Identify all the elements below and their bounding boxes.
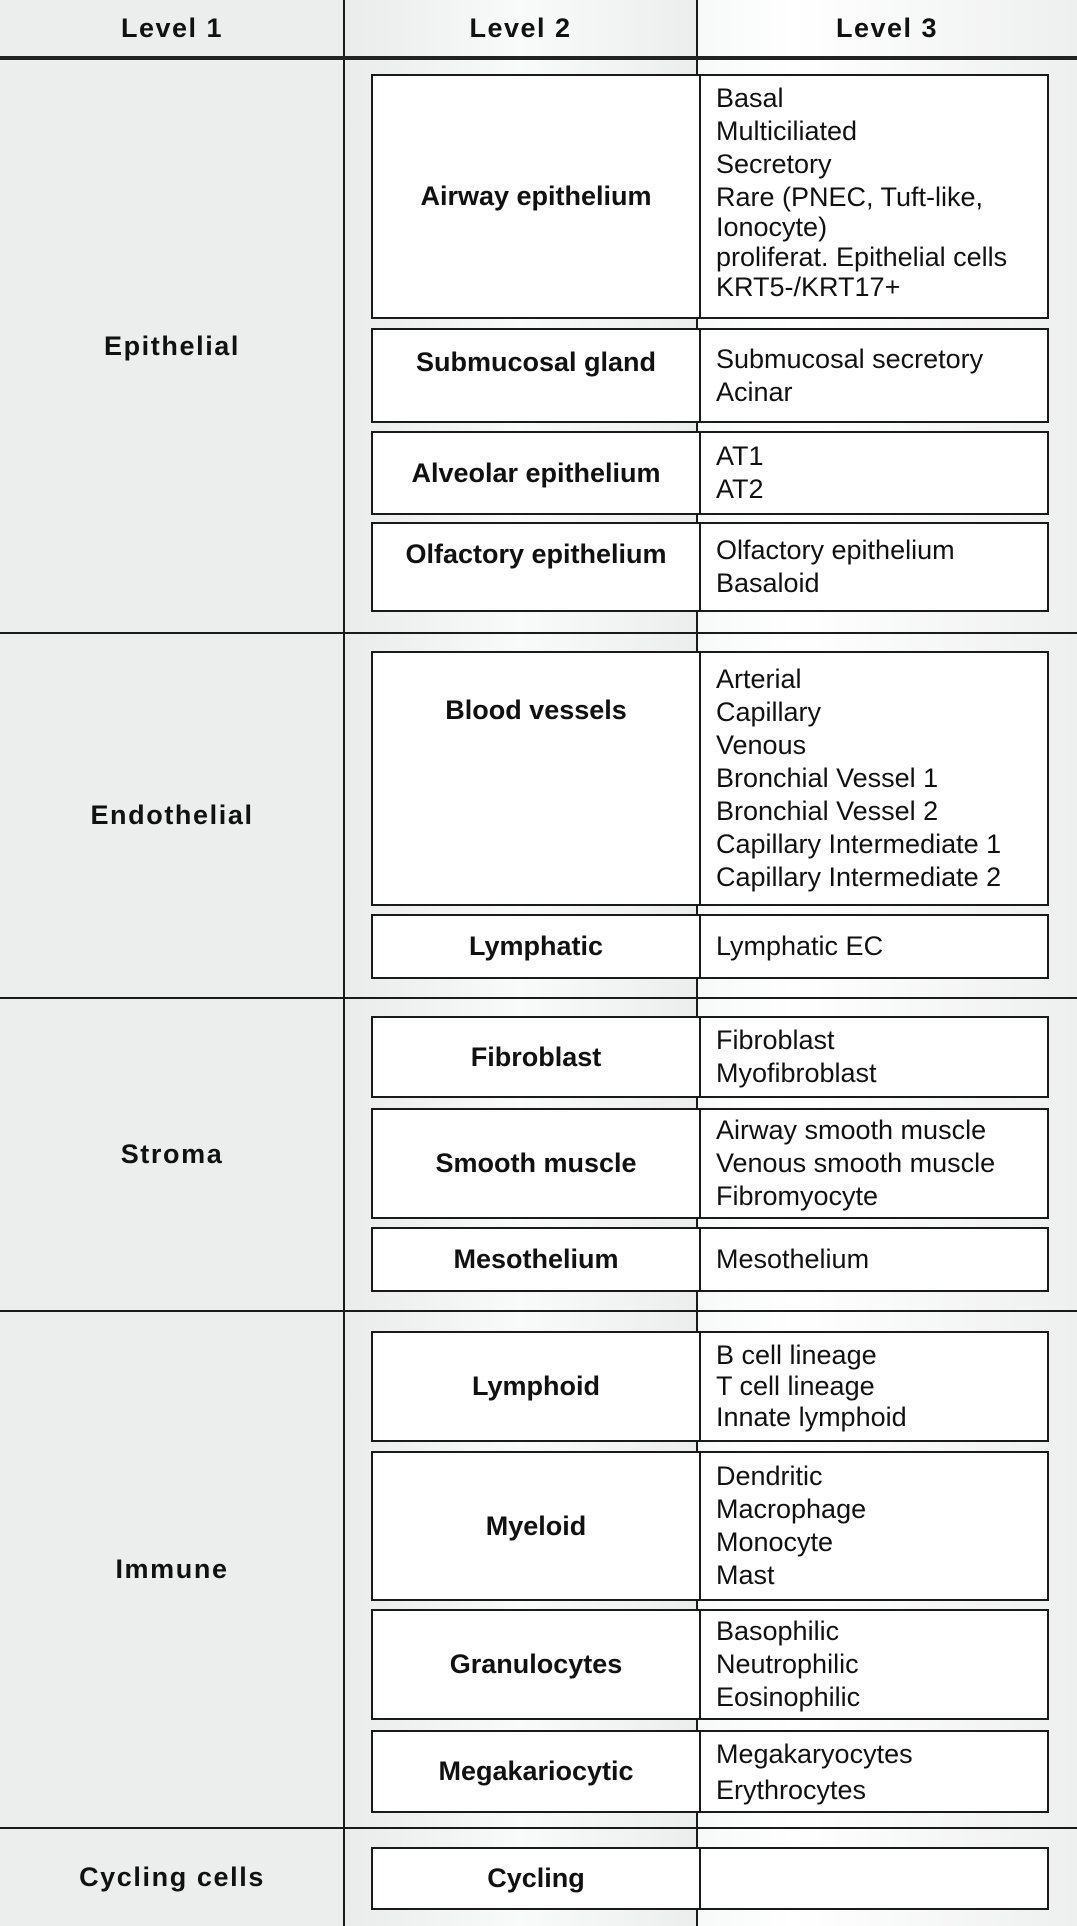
subgroup-box-lymphoid	[371, 1331, 1049, 1442]
level3-item: Myofibroblast	[716, 1058, 877, 1088]
subgroup-box-cycling	[371, 1847, 1049, 1910]
box-divider	[699, 1018, 701, 1096]
subgroup-box-lymphatic	[371, 914, 1049, 979]
level3-item: Capillary Intermediate 1	[716, 829, 1002, 859]
level3-item: Airway smooth muscle	[716, 1115, 987, 1145]
level2-mesothelium: Mesothelium	[453, 1244, 619, 1274]
level3-list	[716, 1229, 1041, 1290]
level3-list	[716, 916, 1041, 977]
box-divider	[699, 76, 701, 317]
level1-endothelial: Endothelial	[90, 800, 254, 830]
subgroup-box-myeloid	[371, 1451, 1049, 1601]
level2-airway-epithelium: Airway epithelium	[420, 181, 652, 211]
level3-list	[716, 1110, 1041, 1217]
subgroup-box-submucosal-gland	[371, 328, 1049, 423]
level3-list	[716, 1018, 1041, 1096]
level3-item: AT2	[716, 474, 764, 504]
level3-item: Eosinophilic	[716, 1682, 861, 1712]
level3-item: Acinar	[716, 376, 793, 407]
level2-granulocytes: Granulocytes	[449, 1649, 623, 1679]
level3-list	[716, 524, 1041, 610]
level3-item: Basal	[716, 83, 784, 113]
box-divider	[699, 330, 701, 421]
level3-list	[716, 653, 1041, 904]
level3-item: T cell lineage	[716, 1371, 875, 1401]
level2-submucosal-gland: Submucosal gland	[415, 347, 657, 377]
level3-item: Arterial	[716, 664, 802, 694]
level3-list	[716, 76, 1041, 317]
level3-item: Ionocyte)	[716, 212, 828, 242]
box-divider	[699, 524, 701, 610]
level3-item: Fibromyocyte	[716, 1181, 879, 1211]
subgroup-box-alveolar-epithelium	[371, 431, 1049, 515]
level3-item: Dendritic	[716, 1461, 823, 1491]
level3-item: Submucosal secretory	[716, 343, 984, 374]
box-divider	[699, 916, 701, 977]
level3-list	[716, 433, 1041, 513]
level3-list	[716, 330, 1041, 421]
level3-item: Capillary	[716, 697, 822, 727]
subgroup-box-blood-vessels	[371, 651, 1049, 906]
header-level-3: Level 3	[835, 13, 939, 43]
subgroup-box-olfactory-epithelium	[371, 522, 1049, 612]
level3-item: Secretory	[716, 149, 832, 179]
box-divider	[699, 1333, 701, 1440]
subgroup-box-fibroblast	[371, 1016, 1049, 1098]
level2-lymphoid: Lymphoid	[472, 1371, 600, 1401]
level3-item: Monocyte	[716, 1527, 834, 1557]
level3-item: Rare (PNEC, Tuft-like,	[716, 182, 984, 212]
level3-item: Bronchial Vessel 1	[716, 763, 939, 793]
level3-item: Fibroblast	[716, 1025, 835, 1055]
level3-item: Olfactory epithelium	[716, 535, 955, 565]
level3-item: Basophilic	[716, 1616, 840, 1646]
level2-megakariocytic: Megakariocytic	[438, 1756, 634, 1786]
level1-stroma: Stroma	[120, 1139, 224, 1169]
level3-item: proliferat. Epithelial cells	[716, 242, 1008, 272]
level2-fibroblast: Fibroblast	[470, 1041, 602, 1072]
level2-blood-vessels: Blood vessels	[445, 695, 627, 725]
box-divider	[699, 1453, 701, 1599]
level2-myeloid: Myeloid	[485, 1510, 587, 1541]
box-divider	[699, 1611, 701, 1718]
level2-cycling: Cycling	[487, 1863, 585, 1893]
subgroup-box-smooth-muscle	[371, 1108, 1049, 1219]
level3-item: Innate lymphoid	[716, 1402, 907, 1432]
level3-item: Lymphatic EC	[716, 931, 884, 961]
level3-list-empty	[716, 1849, 1041, 1908]
level1-cycling-cells: Cycling cells	[79, 1862, 265, 1892]
level3-list	[716, 1611, 1041, 1718]
header-level-1: Level 1	[120, 13, 224, 43]
box-divider	[699, 433, 701, 513]
level3-item: Erythrocytes	[716, 1774, 867, 1805]
level1-epithelial: Epithelial	[103, 330, 241, 361]
level3-item: KRT5-/KRT17+	[716, 272, 901, 302]
level3-item: Basaloid	[716, 568, 820, 598]
box-divider	[699, 1110, 701, 1217]
level3-item: Megakaryocytes	[716, 1738, 913, 1769]
level3-item: Multiciliated	[716, 116, 858, 146]
level2-lymphatic: Lymphatic	[468, 931, 604, 961]
subgroup-box-mesothelium	[371, 1227, 1049, 1292]
level3-item: Mesothelium	[716, 1244, 870, 1274]
level3-list	[716, 1732, 1041, 1811]
box-divider	[699, 653, 701, 904]
header-level-2: Level 2	[469, 13, 572, 43]
level3-item: Neutrophilic	[716, 1649, 859, 1679]
subgroup-box-airway-epithelium	[371, 74, 1049, 319]
level2-olfactory-epithelium: Olfactory epithelium	[405, 538, 667, 569]
level1-immune: Immune	[115, 1554, 229, 1584]
level3-item: Mast	[716, 1560, 775, 1590]
level3-item: Capillary Intermediate 2	[716, 862, 1002, 892]
level3-item: Venous smooth muscle	[716, 1148, 996, 1178]
level2-smooth-muscle: Smooth muscle	[435, 1148, 637, 1178]
level3-list	[716, 1333, 1041, 1440]
level3-item: AT1	[716, 441, 764, 471]
box-divider	[699, 1229, 701, 1290]
level3-item: Macrophage	[716, 1494, 867, 1524]
level3-item: B cell lineage	[716, 1340, 877, 1370]
subgroup-box-megakariocytic	[371, 1730, 1049, 1813]
box-divider	[699, 1732, 701, 1811]
level3-item: Venous	[716, 730, 807, 760]
box-divider	[699, 1849, 701, 1908]
subgroup-box-granulocytes	[371, 1609, 1049, 1720]
level2-alveolar-epithelium: Alveolar epithelium	[411, 457, 661, 488]
level3-list	[716, 1453, 1041, 1599]
level3-item: Bronchial Vessel 2	[716, 796, 939, 826]
